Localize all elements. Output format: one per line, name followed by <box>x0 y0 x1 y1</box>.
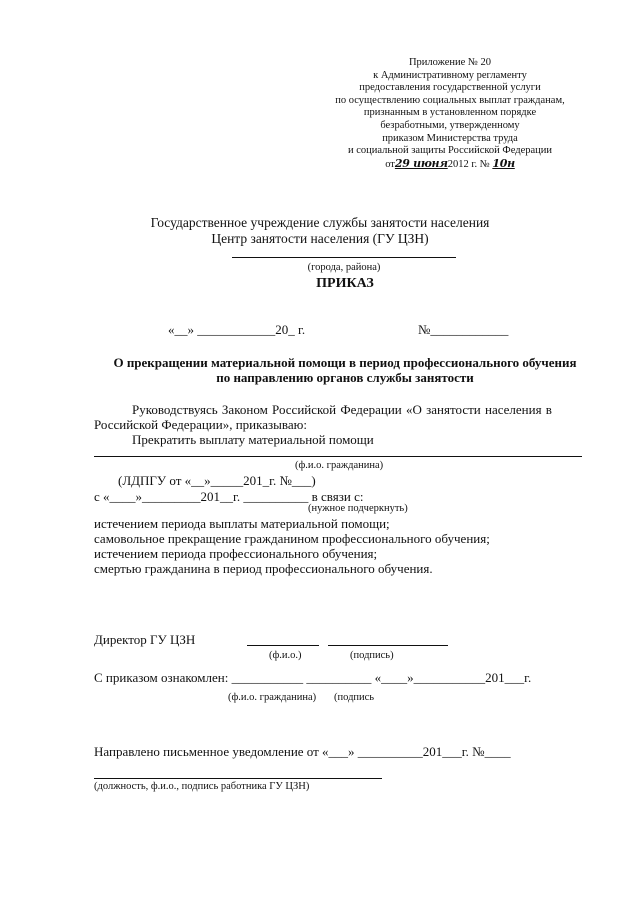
director-signature-underline <box>328 645 448 646</box>
order-number-field: №____________ <box>418 322 509 337</box>
reason-item: смертью гражданина в период профессионального обучения. <box>94 561 433 576</box>
appendix-line: и социальной защиты Российской Федерации <box>347 145 553 157</box>
city-underline <box>232 257 456 258</box>
org-name-line1: Государственное учреждение службы занятости населения <box>150 215 490 230</box>
reason-item: самовольное прекращение гражданином профессионального обучения; <box>94 531 490 546</box>
ldpgu-line: (ЛДПГУ от «__»_____201_г. №___) <box>118 473 316 488</box>
appendix-line: признанным в установленном порядке <box>363 107 537 119</box>
acquainted-line: С приказом ознакомлен: ___________ __________ «____»___________201___г. <box>94 670 532 685</box>
employee-underline <box>94 778 382 779</box>
preamble-line1: Руководствуясь Законом Российской Федерации «О занятости населения в <box>132 402 552 417</box>
underline-caption: (нужное подчеркнуть) <box>308 503 408 514</box>
citizen-signature-caption: (подпись <box>334 692 375 703</box>
reason-item: истечением периода выплаты материальной помощи; <box>94 516 390 531</box>
citizen-fio-caption: (ф.и.о. гражданина) <box>295 460 384 471</box>
date-prefix: от <box>385 158 395 170</box>
city-caption: (города, района) <box>307 262 381 273</box>
employee-caption: (должность, ф.и.о., подпись работника ГУ ЦЗН) <box>94 781 310 792</box>
appendix-line: безработными, утвержденному <box>380 119 520 131</box>
appendix-line: приказом Министерства труда <box>382 132 518 144</box>
appendix-line: по осуществлению социальных выплат гражданам, <box>335 94 565 106</box>
preamble-line2: Российской Федерации», приказываю: <box>94 417 307 432</box>
director-signature-caption: (подпись) <box>350 650 394 661</box>
appendix-line: Приложение № 20 <box>408 57 492 68</box>
order-title-line1: О прекращении материальной помощи в период профессионального обучения <box>113 355 577 370</box>
handwritten-date: 29 июня <box>394 156 448 170</box>
appendix-date-line <box>320 158 580 172</box>
director-label: Директор ГУ ЦЗН <box>94 632 196 647</box>
citizen-fio-underline <box>94 456 582 457</box>
handwritten-number: 10н <box>492 156 515 170</box>
citizen-fio-signature-caption: (ф.и.о. гражданина) <box>228 692 317 703</box>
notice-line: Направлено письменное уведомление от «___» __________201___г. №____ <box>94 744 511 759</box>
termination-from-line: с «____»_________201__г. __________ в связи с: <box>94 489 364 504</box>
order-text: Прекратить выплату материальной помощи <box>132 432 374 447</box>
org-name-line2: Центр занятости населения (ГУ ЦЗН) <box>211 231 429 246</box>
doc-type-heading: ПРИКАЗ <box>316 276 374 291</box>
order-title-line2: по направлению органов службы занятости <box>216 370 474 385</box>
appendix-line: к Административному регламенту <box>373 69 527 81</box>
appendix-block <box>320 57 580 171</box>
appendix-line: предоставления государственной услуги <box>359 82 541 94</box>
date-suffix: 2012 г. № <box>447 158 490 170</box>
order-date-field: «__» ____________20_ г. <box>168 322 306 337</box>
reason-item: истечением периода профессионального обучения; <box>94 546 378 561</box>
director-fio-caption: (ф.и.о.) <box>269 650 302 661</box>
director-fio-underline <box>247 645 319 646</box>
